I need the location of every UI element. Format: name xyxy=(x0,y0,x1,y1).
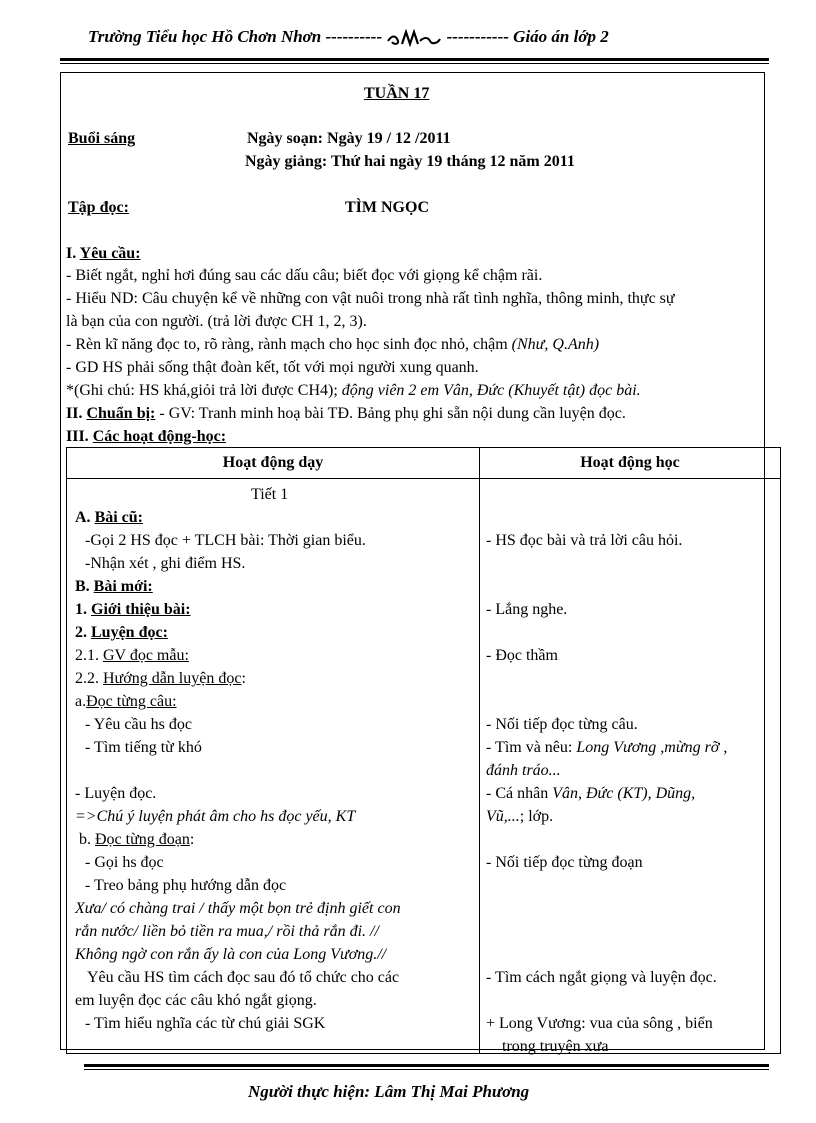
preparation-line xyxy=(66,404,626,424)
model-reading-heading xyxy=(75,646,189,666)
student-item: + Long Vương: vua của sông , biển xyxy=(486,1015,713,1032)
reading-practice-heading xyxy=(75,623,168,643)
requirement-note: *(Ghi chú: HS khá,giỏi trả lời được CH4); xyxy=(66,382,338,399)
new-lesson-label: Bài mới: xyxy=(93,578,153,595)
student-item xyxy=(486,784,695,804)
sentence-reading-heading xyxy=(75,692,177,712)
session-label: Buổi sáng xyxy=(68,130,136,147)
teacher-item: em luyện đọc các câu khó ngắt giọng. xyxy=(75,992,317,1009)
teacher-signature-logo-icon xyxy=(386,29,442,47)
requirement-line-4-text: - Rèn kĩ năng đọc to, rõ ràng, rành mạch cho học sinh đọc nhỏ, chậm xyxy=(66,336,508,353)
guided-reading-number: 2.2. xyxy=(75,670,99,687)
header-rule-thin xyxy=(60,63,769,64)
lesson-type: Tập đọc: xyxy=(68,199,129,216)
old-lesson-heading xyxy=(75,508,143,528)
activities-label: Các hoạt động-học: xyxy=(92,428,227,445)
teacher-item: -Gọi 2 HS đọc + TLCH bài: Thời gian biểu. xyxy=(85,532,366,549)
teacher-item: - Luyện đọc. xyxy=(75,785,157,802)
teacher-item: - Tìm hiểu nghĩa các từ chú giải SGK xyxy=(85,1015,326,1032)
student-item: - HS đọc bài và trả lời câu hỏi. xyxy=(486,532,683,549)
requirements-number: I. xyxy=(66,245,77,262)
teacher-item: - Tìm tiếng từ khó xyxy=(85,739,202,756)
student-item: - Đọc thầm xyxy=(486,647,558,664)
paragraph-reading-colon: : xyxy=(189,831,195,848)
student-item: trong truyện xưa xyxy=(502,1038,609,1055)
intro-number: 1. xyxy=(75,601,87,618)
requirement-line-6 xyxy=(66,381,641,401)
activities-table xyxy=(66,447,781,1054)
sentence-reading-label: Đọc từng câu: xyxy=(86,693,177,710)
model-reading-label: GV đọc mẫu: xyxy=(103,647,189,664)
preparation-label: Chuẩn bị: xyxy=(86,405,156,422)
requirement-line-4-names: (Như, Q.Anh) xyxy=(511,336,600,353)
intro-label: Giới thiệu bài: xyxy=(91,601,191,618)
footer-rule-thin xyxy=(84,1069,769,1070)
header-dashes-right: ----------- xyxy=(446,27,509,46)
student-item-text: - Cá nhân xyxy=(486,785,549,802)
intro-heading xyxy=(75,600,191,620)
new-lesson-letter: B. xyxy=(75,578,90,595)
paragraph-reading-heading xyxy=(79,830,194,850)
requirement-encourage: động viên 2 em Vân, Đức (Khuyết tật) đọc bài. xyxy=(341,382,641,399)
board-sentence: rắn nước/ liền bỏ tiền ra mua,/ rồi thả rắn đi. // xyxy=(75,923,379,940)
activities-heading xyxy=(66,427,226,447)
requirement-line-1: - Biết ngắt, nghỉ hơi đúng sau các dấu câu; biết đọc với giọng kể chậm rãi. xyxy=(66,267,543,284)
new-lesson-heading xyxy=(75,577,153,597)
student-item xyxy=(486,807,553,827)
teacher-note: =>Chú ý luyện phát âm cho hs đọc yếu, KT xyxy=(75,808,356,825)
preparation-text: - GV: Tranh minh hoạ bài TĐ. Bảng phụ ghi sẵn nội dung cần luyện đọc. xyxy=(159,405,626,422)
requirements-heading xyxy=(66,244,141,264)
paragraph-reading-prefix: b. xyxy=(79,831,91,848)
student-column-header: Hoạt động học xyxy=(480,448,781,479)
table-body-row xyxy=(67,479,781,1054)
teacher-activities-content xyxy=(67,479,479,1053)
teacher-item: Yêu cầu HS tìm cách đọc sau đó tổ chức cho các xyxy=(87,969,400,986)
table-header-row xyxy=(67,448,781,479)
student-names: Vân, Đức (KT), Dũng, xyxy=(552,785,696,802)
teacher-item: -Nhận xét , ghi điểm HS. xyxy=(85,555,246,572)
guided-reading-heading xyxy=(75,669,246,689)
page-footer: Người thực hiện: Lâm Thị Mai Phương xyxy=(248,1082,530,1101)
student-names-cont: Vũ,... xyxy=(486,808,520,825)
period-label: Tiết 1 xyxy=(251,486,289,503)
student-item xyxy=(486,738,727,758)
requirement-line-4 xyxy=(66,335,599,355)
footer-rule-thick xyxy=(84,1064,769,1067)
preparation-number: II. xyxy=(66,405,83,422)
student-item-text: - Tìm và nêu: xyxy=(486,739,573,756)
student-class: ; lớp. xyxy=(519,808,554,825)
student-hard-words-cont: đánh tráo... xyxy=(486,762,561,779)
subject-grade: Giáo án lớp 2 xyxy=(513,27,609,46)
requirements-label: Yêu cầu: xyxy=(79,245,141,262)
student-item: - Nối tiếp đọc từng đoạn xyxy=(486,854,643,871)
lesson-title: TÌM NGỌC xyxy=(345,199,429,216)
board-sentence: Không ngờ con rắn ấy là con của Long Vương.// xyxy=(75,946,387,963)
teacher-item: - Treo bảng phụ hướng dẫn đọc xyxy=(85,877,287,894)
activities-number: III. xyxy=(66,428,89,445)
student-activities-content xyxy=(480,479,780,1053)
model-reading-number: 2.1. xyxy=(75,647,99,664)
guided-reading-label: Hướng dẫn luyện đọc xyxy=(103,670,242,687)
page-header xyxy=(88,27,609,47)
teacher-column-header: Hoạt động dạy xyxy=(67,448,480,479)
paragraph-reading-label: Đọc từng đoạn xyxy=(95,831,190,848)
student-item: - Lắng nghe. xyxy=(486,601,568,618)
prep-date: Ngày soạn: Ngày 19 / 12 /2011 xyxy=(247,130,451,147)
reading-practice-label: Luyện đọc: xyxy=(91,624,168,641)
header-rule-thick xyxy=(60,58,769,61)
guided-reading-colon: : xyxy=(241,670,246,687)
sentence-reading-prefix: a. xyxy=(75,693,87,710)
requirement-line-3: là bạn của con người. (trả lời được CH 1, 2, 3). xyxy=(66,313,367,330)
header-dashes-left: ---------- xyxy=(325,27,383,46)
student-hard-words: Long Vương ,mừng rỡ , xyxy=(576,739,728,756)
board-sentence: Xưa/ có chàng trai / thấy một bọn trẻ định giết con xyxy=(75,900,401,917)
student-item: - Tìm cách ngắt giọng và luyện đọc. xyxy=(486,969,717,986)
student-item: - Nối tiếp đọc từng câu. xyxy=(486,716,638,733)
teach-date: Ngày giảng: Thứ hai ngày 19 tháng 12 năm 2011 xyxy=(245,153,575,170)
old-lesson-letter: A. xyxy=(75,509,91,526)
teacher-item: - Yêu cầu hs đọc xyxy=(85,716,192,733)
week-title: TUẦN 17 xyxy=(364,85,430,102)
teacher-activities-cell xyxy=(67,479,480,1054)
student-activities-cell xyxy=(480,479,781,1054)
teacher-item: - Gọi hs đọc xyxy=(85,854,164,871)
school-name: Trường Tiểu học Hồ Chơn Nhơn xyxy=(88,27,322,46)
requirement-line-5: - GD HS phải sống thật đoàn kết, tốt với mọi người xung quanh. xyxy=(66,359,479,376)
old-lesson-label: Bài cũ: xyxy=(94,509,144,526)
reading-practice-number: 2. xyxy=(75,624,87,641)
requirement-line-2: - Hiểu ND: Câu chuyện kể về những con vật nuôi trong nhà rất tình nghĩa, thông minh, thực sự xyxy=(66,290,675,307)
